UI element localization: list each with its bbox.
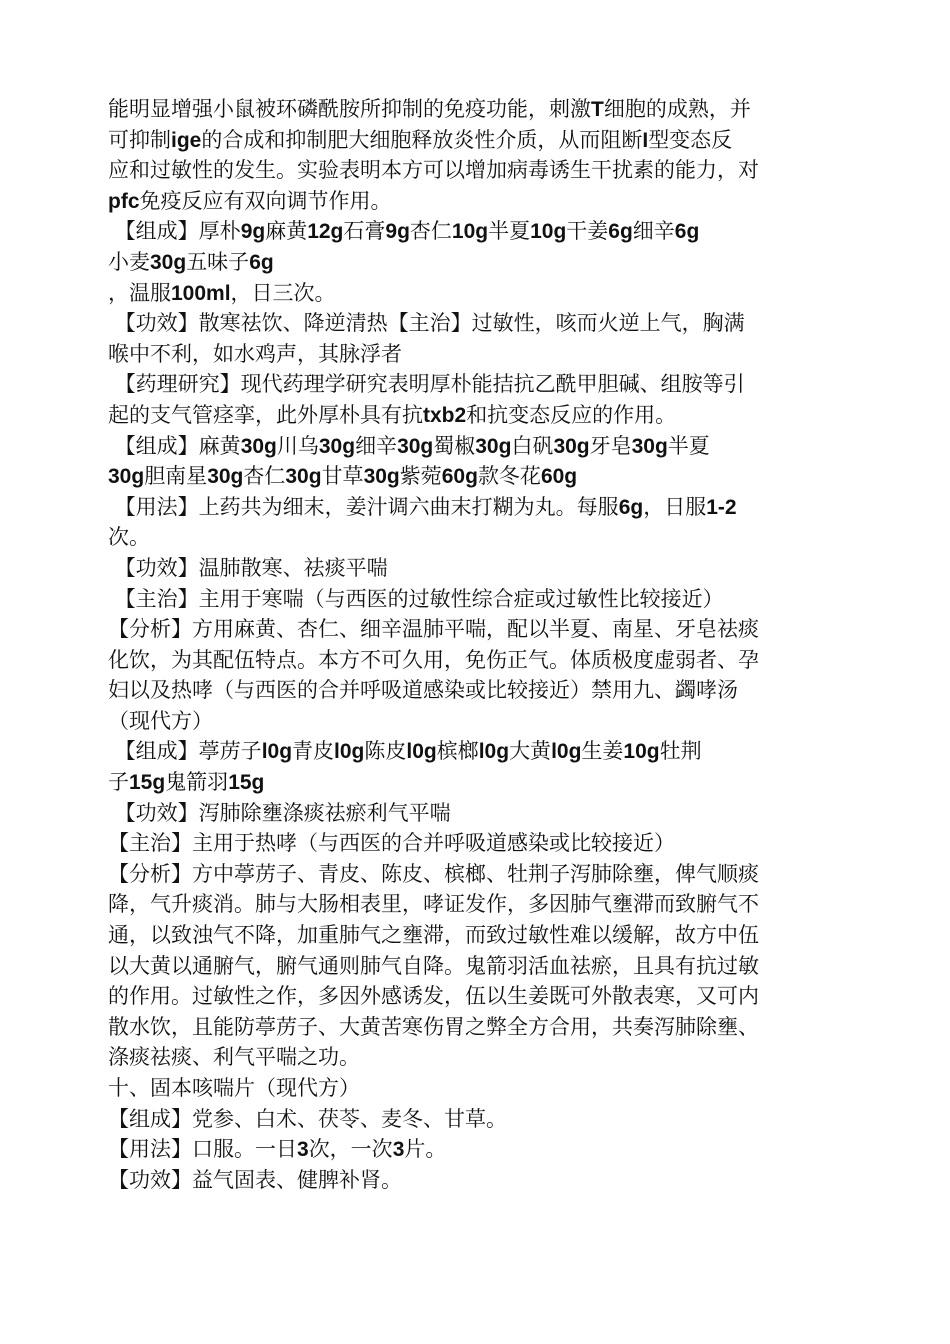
text-run-latin: 30g	[363, 465, 400, 489]
text-run-latin: 12g	[307, 220, 344, 244]
text-run: 子	[108, 770, 129, 795]
text-run: 的作用。过敏性之作，多因外感诱发，伍以生姜既可外散表寒，又可内	[108, 984, 759, 1009]
text-run-latin: 6g	[674, 220, 700, 244]
text-run: 次，一次	[308, 1137, 393, 1162]
text-run: 槟榔	[436, 739, 479, 764]
text-line	[108, 736, 838, 767]
text-run: 紫菀	[399, 464, 442, 489]
text-line	[108, 1104, 838, 1135]
text-run-latin: 3	[392, 1138, 405, 1162]
text-run-latin: l0g	[406, 740, 437, 764]
text-line	[108, 1073, 838, 1104]
document-body	[108, 94, 838, 1195]
text-run: 【功效】散寒祛饮、降逆清热【主治】过敏性，咳而火逆上气，胸满	[108, 311, 745, 336]
text-run: 【功效】益气固表、健脾补肾。	[108, 1167, 402, 1192]
text-run: 散水饮，且能防葶苈子、大黄苦寒伤胃之弊全方合用，共奏泻肺除壅、	[108, 1014, 759, 1039]
text-line	[108, 125, 838, 156]
text-line	[108, 461, 838, 492]
text-run: 化饮，为其配伍特点。本方不可久用，免伤正气。体质极度虚弱者、孕	[108, 647, 759, 672]
text-run: 【分析】方中葶苈子、青皮、陈皮、槟榔、牡荆子泻肺除壅，俾气顺痰	[108, 861, 759, 886]
text-line	[108, 1165, 838, 1196]
text-line	[108, 706, 838, 737]
text-run-latin: 30g	[108, 465, 145, 489]
text-run: 应和过敏性的发生。实验表明本方可以增加病毒诱生干扰素的能力，对	[108, 158, 759, 183]
text-run-latin: 6g	[249, 250, 274, 274]
text-run: 杏仁	[409, 219, 452, 244]
text-run-latin: 9g	[240, 220, 266, 244]
text-run-latin: 6g	[608, 220, 633, 244]
text-line	[108, 339, 838, 370]
text-run-latin: l0g	[261, 740, 293, 764]
text-run: 半夏	[488, 219, 531, 244]
text-run: 半夏	[667, 433, 710, 458]
text-line	[108, 400, 838, 431]
text-line	[108, 247, 838, 278]
text-run: 白矾	[511, 433, 554, 458]
text-run: 次。	[108, 525, 150, 550]
text-run: 【药理研究】现代药理学研究表明厚朴能拮抗乙酰甲胆碱、组胺等引	[108, 372, 745, 397]
text-run-latin: 15g	[129, 771, 166, 795]
text-run: 能明显增强小鼠被环磷酰胺所抑制的免疫功能，刺激	[108, 97, 591, 121]
text-run: 五味子	[186, 249, 250, 274]
text-run-latin: 1-2	[706, 495, 737, 519]
text-run: ，温服	[108, 280, 171, 305]
text-run: 【功效】温肺散寒、祛痰平喘	[108, 555, 388, 580]
text-run-latin: 10g	[451, 220, 489, 244]
text-run: 涤痰祛痰、利气平喘之功。	[108, 1045, 360, 1070]
text-run: 喉中不利，如水鸡声，其脉浮者	[108, 341, 402, 366]
text-run-latin: T	[591, 98, 604, 121]
text-run: 妇以及热哮（与西医的合并呼吸道感染或比较接近）禁用九、蠲哮汤	[108, 678, 738, 703]
text-run-latin: ige	[171, 128, 202, 152]
text-run-latin: 9g	[385, 220, 410, 244]
text-run: 细胞的成熟，并	[603, 97, 751, 121]
text-run-latin: l0g	[478, 740, 510, 764]
text-run: 【主治】主用于热哮（与西医的合并呼吸道感染或比较接近）	[108, 831, 675, 856]
text-line	[108, 645, 838, 676]
text-run: 川乌	[276, 433, 319, 458]
text-line	[108, 920, 838, 951]
text-run: 石膏	[343, 219, 386, 244]
text-run-latin: 15g	[228, 771, 265, 795]
text-line	[108, 981, 838, 1012]
text-run: 细辛	[355, 433, 398, 458]
text-run: 片。	[404, 1137, 447, 1162]
text-line	[108, 308, 838, 339]
text-run: ，日服	[643, 494, 707, 519]
text-run: ，日三次。	[230, 280, 336, 305]
text-run: 十、固本咳喘片（现代方）	[108, 1076, 360, 1100]
text-run: 【组成】葶苈子	[108, 739, 262, 764]
text-run: 的合成和抑制肥大细胞释放炎性介质，从而阻断	[201, 127, 643, 152]
text-run: 通，以致浊气不降，加重肺气之壅滞，而致过敏性难以缓解，故方中伍	[108, 923, 759, 948]
text-run: 起的支气管痉挛，此外厚朴具有抗	[108, 402, 423, 427]
text-run: 大黄	[509, 739, 552, 764]
text-line	[108, 1134, 838, 1165]
text-line	[108, 675, 838, 706]
text-run-latin: 30g	[207, 465, 244, 489]
text-line	[108, 614, 838, 645]
text-run: 【用法】口服。一日	[108, 1137, 297, 1162]
text-line	[108, 767, 838, 798]
text-line	[108, 522, 838, 553]
text-line	[108, 889, 838, 920]
text-run: 和抗变态反应的作用。	[466, 402, 677, 427]
text-run: 青皮	[292, 739, 335, 764]
text-run: 麻黄	[265, 219, 308, 244]
text-run: 陈皮	[364, 739, 407, 764]
text-line	[108, 278, 838, 309]
text-run: 型变态反	[648, 127, 733, 152]
text-run: 免疫反应有双向调节作用。	[139, 188, 392, 213]
text-run: 【组成】党参、白术、茯苓、麦冬、甘草。	[108, 1106, 507, 1131]
text-run-latin: l0g	[334, 740, 365, 764]
text-line	[108, 828, 838, 859]
text-line	[108, 431, 838, 462]
text-line	[108, 216, 838, 247]
text-line	[108, 584, 838, 615]
text-line	[108, 492, 838, 523]
text-run-latin: 30g	[397, 434, 434, 458]
text-run: 可抑制	[108, 127, 171, 152]
text-run: 【主治】主用于寒喘（与西医的过敏性综合症或过敏性比较接近）	[108, 586, 724, 611]
text-run-latin: 30g	[631, 434, 668, 458]
text-run: 胆南星	[144, 464, 208, 489]
text-run: 细辛	[632, 219, 675, 244]
text-run-latin: 60g	[441, 465, 478, 489]
text-run: 【功效】泻肺除壅涤痰祛瘀利气平喘	[108, 800, 451, 825]
text-line	[108, 1042, 838, 1073]
text-run: 甘草	[321, 464, 364, 489]
text-run-latin: 3	[297, 1138, 309, 1162]
text-run-latin: 30g	[240, 434, 277, 458]
text-line	[108, 94, 838, 125]
text-run-latin: 60g	[540, 465, 578, 489]
text-line	[108, 951, 838, 982]
text-run: 以大黄以通腑气，腑气通则肺气自降。鬼箭羽活血祛瘀，且具有抗过敏	[108, 953, 759, 978]
text-run: 牡荆	[659, 739, 702, 764]
text-line	[108, 859, 838, 890]
text-run: 【用法】上药共为细末，姜汁调六曲末打糊为丸。每服	[108, 494, 619, 519]
text-run: （现代方）	[108, 708, 213, 733]
text-run-latin: 30g	[285, 465, 322, 489]
text-run-latin: 10g	[530, 220, 567, 244]
text-run: 【分析】方用麻黄、杏仁、细辛温肺平喘，配以半夏、南星、牙皂祛痰	[108, 617, 759, 642]
text-run: 小麦	[108, 249, 150, 274]
text-run-latin: 10g	[623, 740, 660, 764]
text-line	[108, 186, 838, 217]
text-line	[108, 369, 838, 400]
text-run-latin: pfc	[108, 189, 140, 213]
text-run-latin: 30g	[553, 434, 590, 458]
text-line	[108, 155, 838, 186]
text-run: 鬼箭羽	[165, 770, 229, 795]
text-line	[108, 798, 838, 829]
text-run: 降，气升痰消。肺与大肠相表里，哮证发作，多因肺气壅滞而致腑气不	[108, 892, 759, 917]
text-run: 【组成】厚朴	[108, 219, 241, 244]
text-run: 干姜	[566, 219, 609, 244]
text-line	[108, 553, 838, 584]
text-run-latin: 30g	[150, 250, 187, 274]
text-run-latin: 6g	[618, 495, 644, 519]
text-line	[108, 1012, 838, 1043]
text-run: 【组成】麻黄	[108, 433, 241, 458]
text-run: 蜀椒	[433, 433, 476, 458]
text-run-latin: 100ml	[171, 281, 231, 305]
text-run-latin: 30g	[475, 434, 512, 458]
text-run-latin: 30g	[318, 434, 356, 458]
text-run: 杏仁	[243, 464, 286, 489]
text-run-latin: I	[642, 128, 649, 152]
text-run-latin: l0g	[551, 740, 582, 764]
text-run-latin: txb2	[423, 403, 467, 427]
text-run: 牙皂	[589, 433, 632, 458]
text-run: 生姜	[581, 739, 624, 764]
text-run: 款冬花	[477, 464, 541, 489]
